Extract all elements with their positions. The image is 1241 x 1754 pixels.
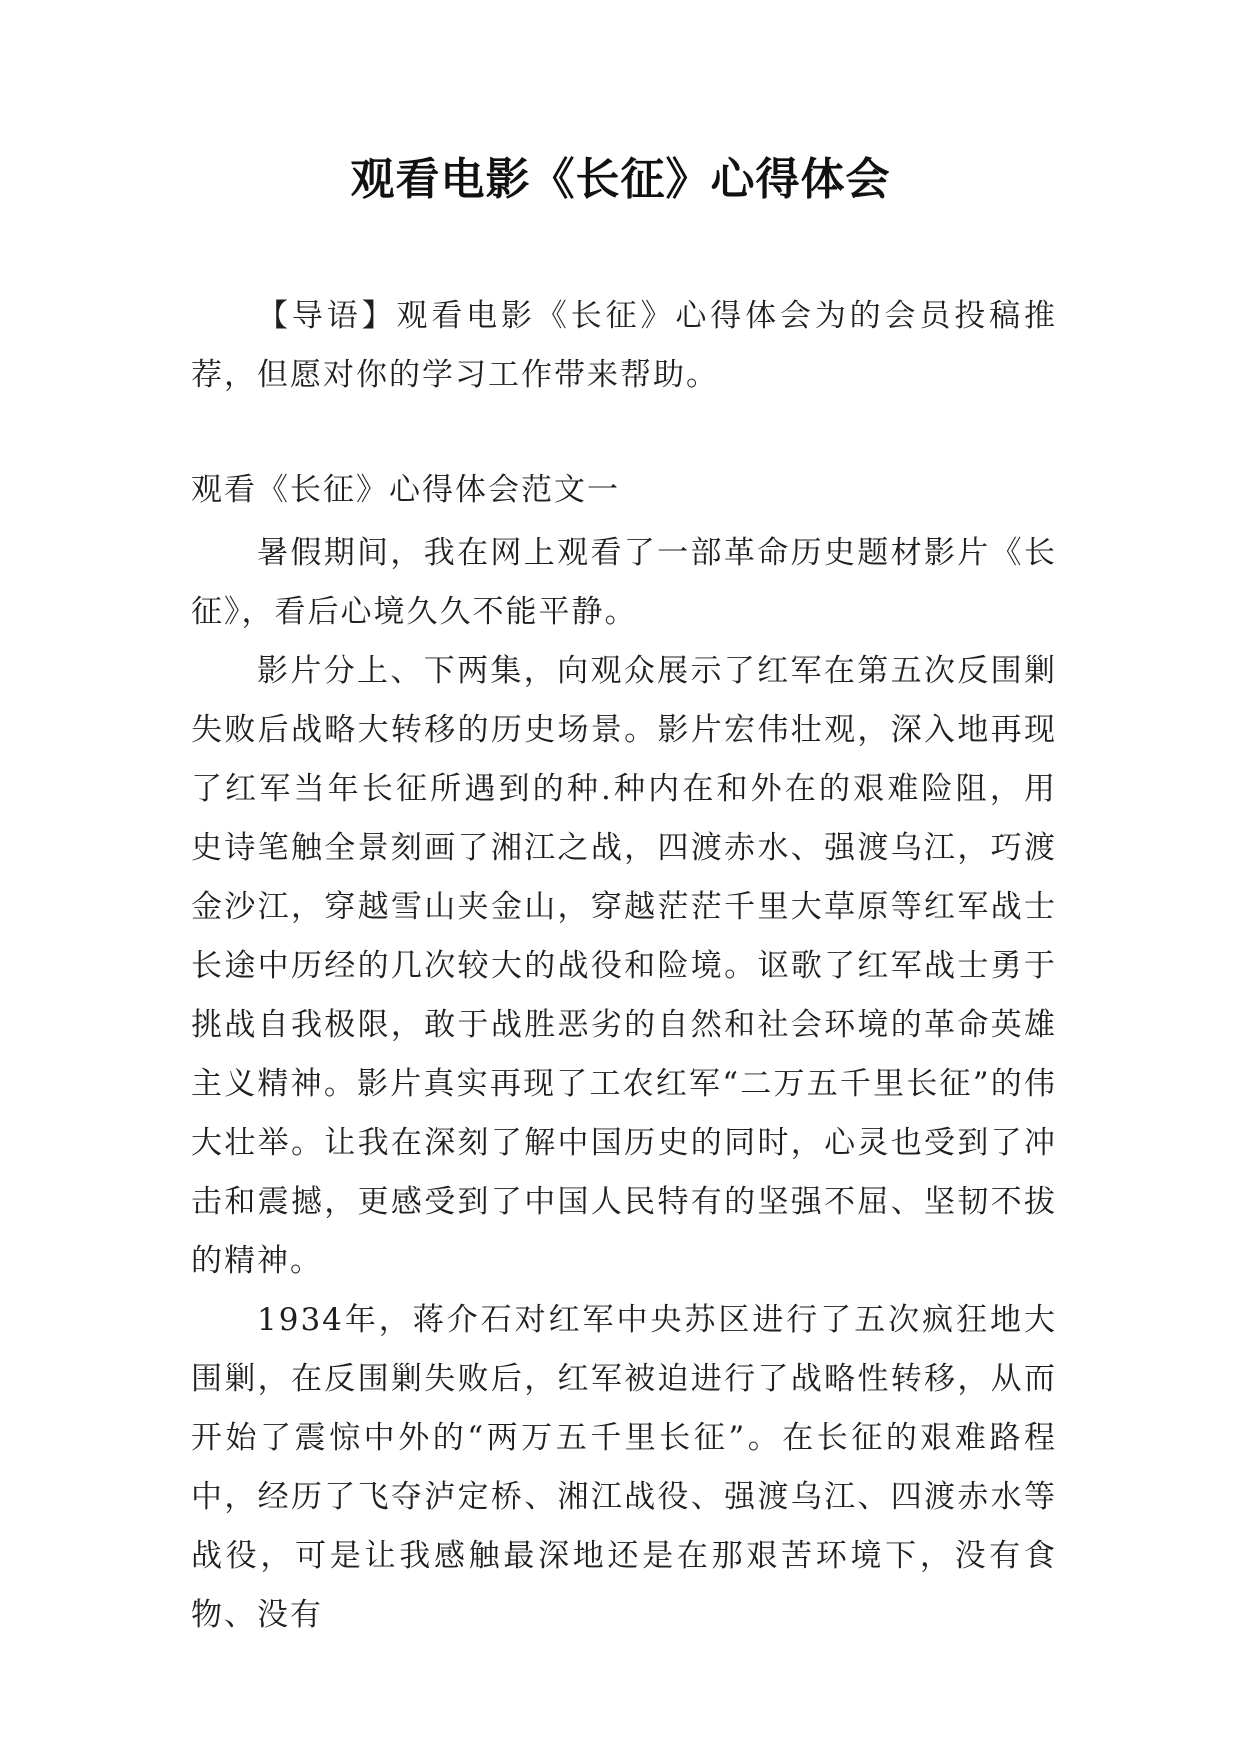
article-body (191, 524, 1057, 1645)
paragraph-1: 暑假期间，我在网上观看了一部革命历史题材影片《长征》，看后心境久久不能平静。 (191, 535, 1057, 630)
paragraph-3: 1934年，蒋介石对红军中央苏区进行了五次疯狂地大围剿，在反围剿失败后，红军被迫进行了战略性转移，从而开始了震惊中外的“两万五千里长征”。在长征的艰难路程中，经历了飞夺泸定桥、湘江战役、强渡乌江、四渡赤水等战役，可是让我感触最深地还是在那艰苦环境下，没有食物、没有 (191, 1302, 1057, 1633)
paragraph-2: 影片分上、下两集，向观众展示了红军在第五次反围剿失败后战略大转移的历史场景。影片宏伟壮观，深入地再现了红军当年长征所遇到的种.种内在和外在的艰难险阻，用史诗笔触全景刻画了湘江之战，四渡赤水、强渡乌江，巧渡金沙江，穿越雪山夹金山，穿越茫茫千里大草原等红军战士长途中历经的几次较大的战役和险境。讴歌了红军战士勇于挑战自我极限，敢于战胜恶劣的自然和社会环境的革命英雄主义精神。影片真实再现了工农红军“二万五千里长征”的伟大壮举。让我在深刻了解中国历史的同时，心灵也受到了冲击和震撼，更感受到了中国人民特有的坚强不屈、坚韧不拔的精神。 (191, 653, 1057, 1279)
section-heading: 观看《长征》心得体会范文一 (191, 472, 620, 508)
document-title: 观看电影《长征》心得体会 (350, 154, 891, 205)
intro-text: 【导语】观看电影《长征》心得体会为的会员投稿推荐，但愿对你的学习工作带来帮助。 (191, 298, 1057, 393)
intro-paragraph (191, 287, 1057, 405)
